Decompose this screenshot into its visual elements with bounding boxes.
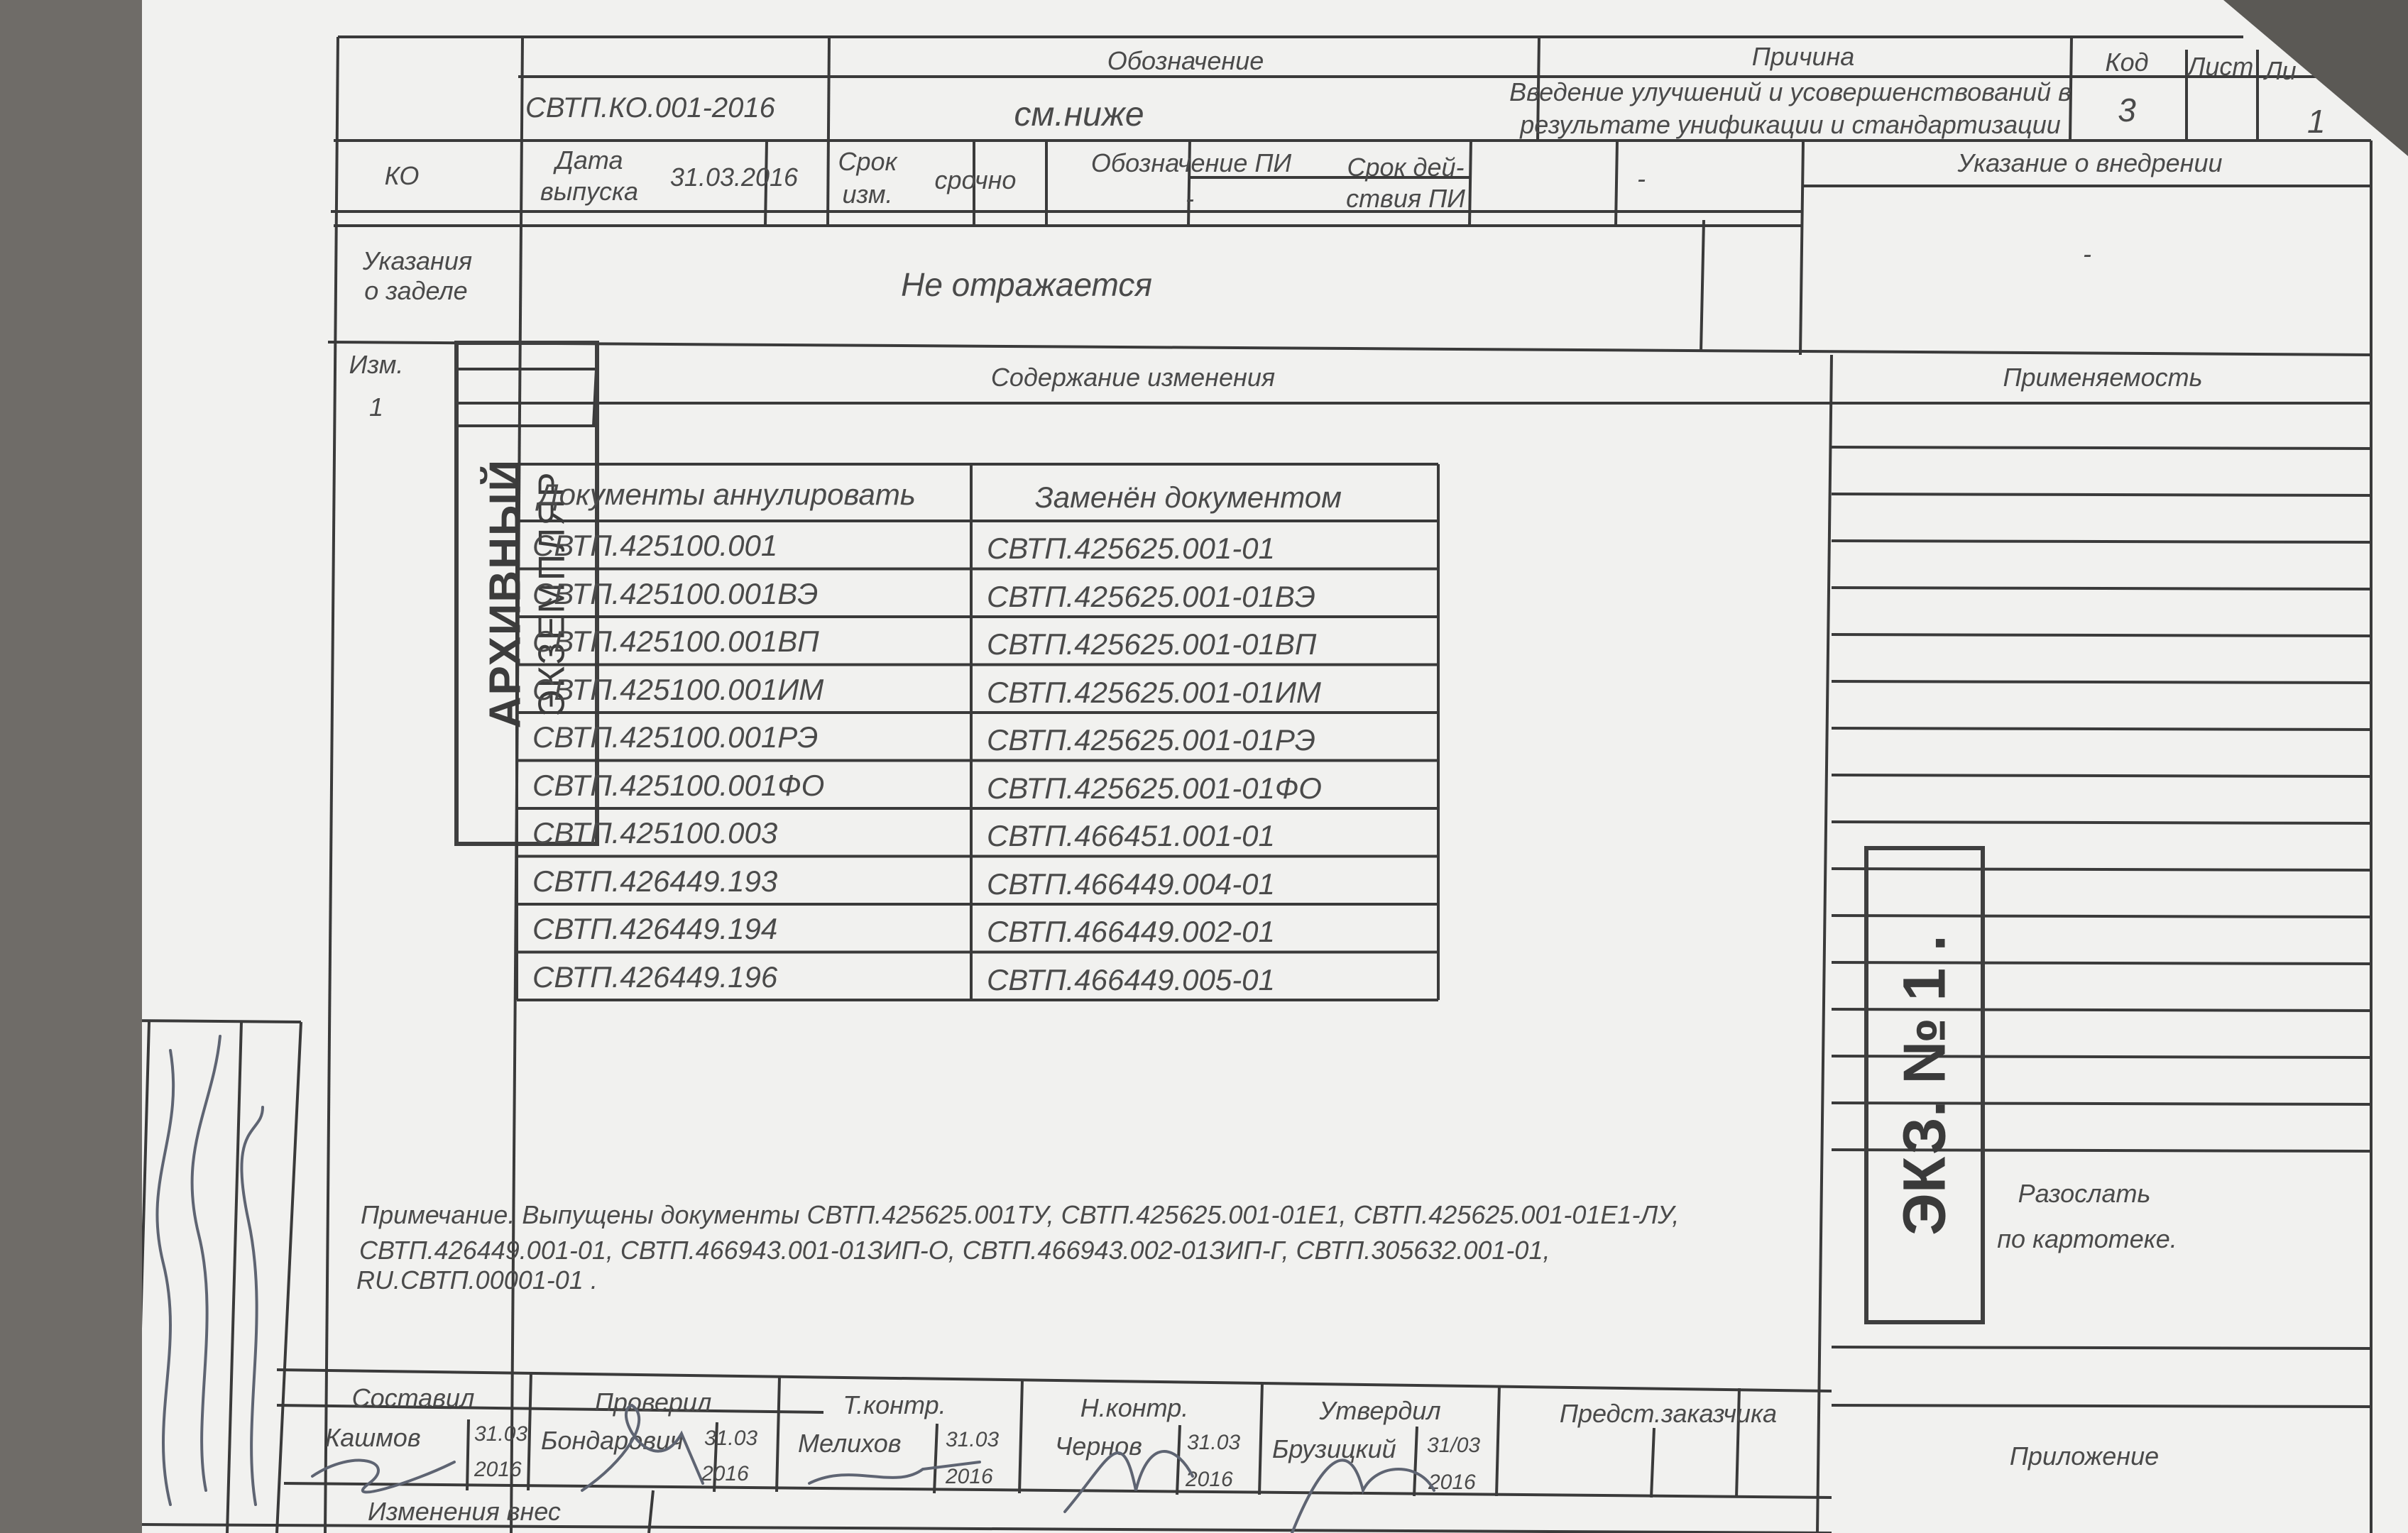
table-cell-replacement: СВТП.466449.002-01	[987, 915, 1275, 948]
code-label: Код	[2105, 48, 2149, 77]
compiled-name: Кашмов	[325, 1423, 421, 1452]
sheets-label: Ли	[2265, 56, 2297, 85]
applicability-label: Применяемость	[2003, 363, 2203, 392]
table-cell-annulled: СВТП.426449.194	[532, 912, 778, 945]
designation-label: Обозначение	[1107, 46, 1264, 75]
table-cell-replacement: СВТП.425625.001-01ИМ	[987, 675, 1321, 709]
backlog-value: Не отражается	[901, 266, 1152, 303]
changes-made-label: Изменения внес	[368, 1497, 561, 1526]
table-cell-replacement: СВТП.466449.004-01	[987, 867, 1275, 901]
archive-stamp-line-1: АРХИВНЫЙ	[481, 458, 530, 729]
table-cell-annulled: СВТП.425100.001ВП	[532, 625, 819, 658]
table-cell-annulled: СВТП.425100.001ИМ	[532, 672, 824, 706]
table-cell-annulled: СВТП.425100.001РЭ	[532, 720, 819, 754]
sheet-label: Лист	[2187, 52, 2254, 81]
table-cell-annulled: СВТП.426449.196	[532, 960, 778, 994]
customer-rep-label: Предст.заказчика	[1559, 1399, 1778, 1428]
table-header-annulled: Документы аннулировать	[538, 478, 916, 511]
ncontrol-date-1: 31.03	[1187, 1431, 1241, 1454]
table-cell-replacement: СВТП.425625.001-01ВП	[987, 627, 1317, 661]
table-cell-replacement: СВТП.425625.001-01ФО	[987, 771, 1322, 805]
table-cell-replacement: СВТП.425625.001-01	[987, 532, 1275, 565]
checked-name: Бондарович	[541, 1426, 684, 1455]
archive-stamp-line-2: ЭКЗЕМПЛЯР	[531, 470, 573, 717]
checked-label: Проверил	[594, 1388, 712, 1417]
compiled-date-1: 31.03	[474, 1422, 528, 1446]
term-label-1: Срок	[838, 147, 897, 176]
approved-date-2: 2016	[1428, 1471, 1476, 1494]
note-line-2: СВТП.426449.001-01, СВТП.466943.001-01ЗИП-О, СВТП.466943.002-01ЗИП-Г, СВТП.305632.001-01,	[359, 1236, 1550, 1265]
ncontrol-label: Н.контр.	[1080, 1393, 1189, 1422]
table-cell-replacement: СВТП.425625.001-01ВЭ	[987, 579, 1316, 613]
table-cell-annulled: СВТП.425100.003	[532, 816, 778, 850]
table-cell-replacement: СВТП.466449.005-01	[987, 962, 1275, 996]
date-label-1: Дата	[555, 145, 623, 175]
implementation-value: -	[2083, 239, 2091, 268]
term-value: срочно	[934, 165, 1017, 194]
ncontrol-name: Чернов	[1055, 1432, 1142, 1461]
tcontrol-date-1: 31.03	[946, 1428, 1000, 1451]
revision-label: Изм.	[349, 350, 404, 379]
release-date: 31.03.2016	[669, 163, 799, 192]
table-cell-replacement: СВТП.425625.001-01РЭ	[987, 723, 1316, 757]
pi-term-label-2: ствия ПИ	[1346, 184, 1465, 213]
approved-name: Брузицкий	[1272, 1434, 1396, 1463]
revision-value: 1	[368, 392, 384, 422]
change-content-title: Содержание изменения	[990, 363, 1276, 392]
pi-term-value: -	[1637, 164, 1646, 193]
date-label-2: выпуска	[540, 177, 639, 206]
document-number: СВТП.КО.001-2016	[525, 92, 775, 123]
reason-label: Причина	[1751, 42, 1855, 71]
pi-value: -	[1186, 184, 1194, 213]
note-line-1: Примечание. Выпущены документы СВТП.425625.001ТУ, СВТП.425625.001-01Е1, СВТП.425625.001-01Е1-ЛУ,	[361, 1200, 1680, 1229]
table-cell-annulled: СВТП.425100.001ВЭ	[532, 576, 819, 610]
note-line-3: RU.СВТП.00001-01 .	[356, 1265, 598, 1295]
ncontrol-date-2: 2016	[1186, 1468, 1233, 1491]
table-cell-replacement: СВТП.466451.001-01	[987, 819, 1275, 852]
term-label-2: изм.	[842, 180, 893, 209]
checked-date-2: 2016	[701, 1462, 749, 1485]
compiled-date-2: 2016	[474, 1458, 522, 1481]
reason-line-1: Введение улучшений и усовершенствований в	[1509, 77, 2072, 106]
checked-date-1: 31.03	[704, 1427, 758, 1450]
pi-term-label-1: Срок дей-	[1347, 153, 1465, 182]
copy-number-stamp	[1864, 846, 1985, 1324]
backlog-label-2: о заделе	[364, 276, 468, 305]
code-value: 3	[2118, 92, 2136, 128]
copy-number-text: ЭКЗ. № 1 .	[1890, 935, 1958, 1236]
pi-label: Обозначение ПИ	[1090, 148, 1292, 177]
appendix-label: Приложение	[2009, 1441, 2160, 1471]
tcontrol-date-2: 2016	[946, 1465, 993, 1488]
compiled-label: Составил	[351, 1383, 475, 1412]
distribution-line-2: по картотеке.	[1997, 1224, 2177, 1253]
tcontrol-label: Т.контр.	[843, 1390, 946, 1419]
table-cell-annulled: СВТП.425100.001	[532, 529, 778, 562]
handwritten-signatures	[142, 923, 1846, 1533]
implementation-label: Указание о внедрении	[1957, 148, 2223, 177]
approved-date-1: 31/03	[1427, 1434, 1481, 1457]
backlog-label-1: Указания	[362, 246, 473, 275]
table-cell-annulled: СВТП.426449.193	[532, 864, 778, 898]
tcontrol-name: Мелихов	[798, 1429, 902, 1458]
document-sheet	[142, 0, 2408, 1533]
reason-line-2: результате унификации и стандартизации	[1520, 110, 2061, 139]
table-header-replacement: Заменён документом	[1035, 480, 1342, 514]
table-cell-annulled: СВТП.425100.001ФО	[532, 768, 825, 802]
ko-label: КО	[384, 161, 420, 190]
page-curl	[2223, 0, 2408, 156]
sheets-value: 1	[2307, 103, 2326, 140]
approved-label: Утвердил	[1319, 1396, 1441, 1425]
distribution-line-1: Разослать	[2018, 1179, 2151, 1208]
designation-value: см.ниже	[1014, 96, 1144, 133]
